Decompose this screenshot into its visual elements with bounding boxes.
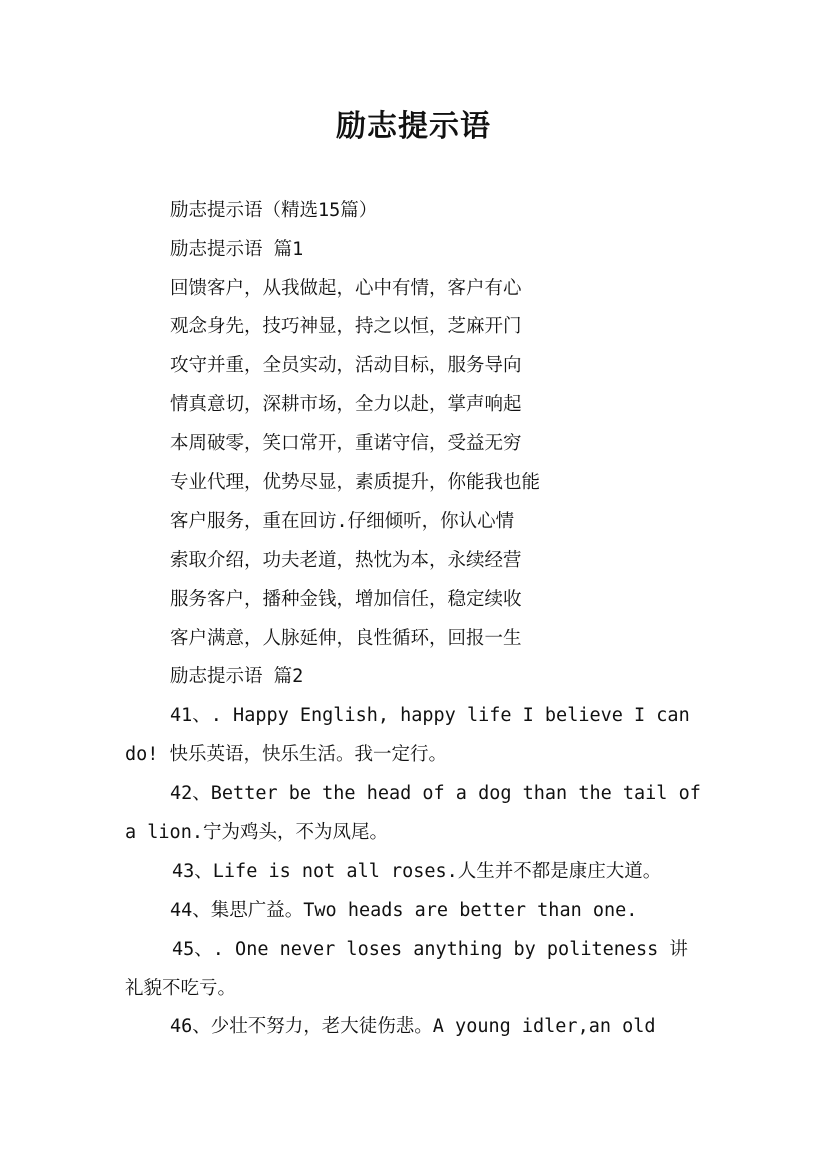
slogan-line: 服务客户，播种金钱，增加信任，稳定续收 <box>170 589 522 610</box>
slogan-line: 本周破零，笑口常开，重诺守信，受益无穷 <box>170 433 522 454</box>
proverb-line: 46、少壮不努力，老大徒伤悲。A young idler,an old <box>170 1016 656 1037</box>
proverb-line-continued: do! 快乐英语，快乐生活。我一定行。 <box>125 744 448 765</box>
proverb-line: 44、集思广益。Two heads are better than one. <box>170 900 638 921</box>
slogan-line: 索取介绍，功夫老道，热忱为本，永续经营 <box>170 550 522 571</box>
slogan-line: 专业代理，优势尽显，素质提升，你能我也能 <box>170 472 541 493</box>
slogan-line: 回馈客户，从我做起，心中有情，客户有心 <box>170 278 522 299</box>
section-heading-1: 励志提示语 篇1 <box>170 239 304 260</box>
proverb-line-continued: a lion.宁为鸡头，不为凤尾。 <box>125 822 388 843</box>
proverb-line: 42、Better be the head of a dog than the tail of <box>170 783 701 804</box>
intro-line: 励志提示语（精选15篇） <box>170 200 378 221</box>
proverb-line: 45、. One never loses anything by politeness 讲 <box>172 939 688 960</box>
document-title: 励志提示语 <box>336 109 491 144</box>
slogan-line: 客户服务，重在回访.仔细倾听，你认心情 <box>170 511 515 532</box>
proverb-line: 43、Life is not all roses.人生并不都是康庄大道。 <box>172 861 662 882</box>
slogan-line: 观念身先，技巧神显，持之以恒，芝麻开门 <box>170 316 522 337</box>
slogan-line: 客户满意，人脉延伸，良性循环，回报一生 <box>170 628 522 649</box>
section-heading-2: 励志提示语 篇2 <box>170 666 304 687</box>
slogan-line: 情真意切，深耕市场，全力以赴，掌声响起 <box>170 394 522 415</box>
proverb-line-continued: 礼貌不吃亏。 <box>125 978 237 999</box>
proverb-line: 41、. Happy English, happy life I believe I can <box>170 705 690 726</box>
slogan-line: 攻守并重，全员实动，活动目标，服务导向 <box>170 355 522 376</box>
